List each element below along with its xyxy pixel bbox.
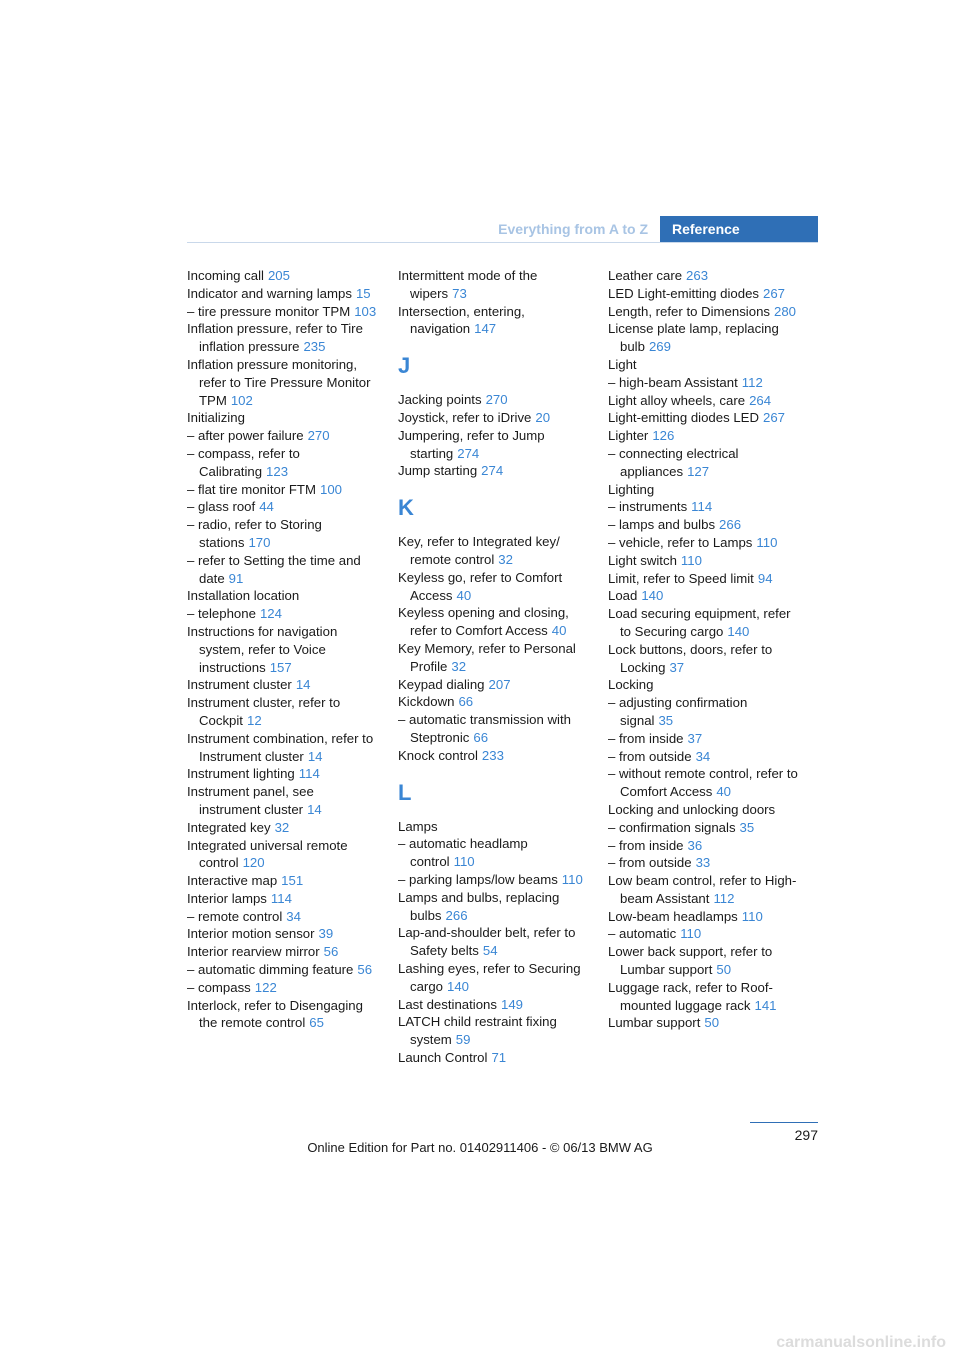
- page-link[interactable]: 123: [266, 463, 289, 479]
- page-link[interactable]: 103: [354, 303, 377, 319]
- page-number: 297: [794, 1127, 818, 1143]
- page-link[interactable]: 91: [228, 570, 244, 586]
- index-entry: [398, 747, 590, 765]
- index-entry: [398, 267, 590, 303]
- entry-text: Load securing equipment, refer to Securing cargo: [608, 606, 791, 639]
- index-entry: [608, 285, 800, 303]
- page-link[interactable]: 59: [455, 1032, 471, 1048]
- entry-text: Key Memory, refer to Personal Profile: [398, 640, 576, 674]
- page-link[interactable]: 14: [295, 677, 311, 693]
- index-entry: [608, 303, 800, 321]
- entry-text: Low beam control, refer to High-beam Assistant: [608, 873, 797, 906]
- index-entry: [398, 676, 590, 694]
- index-column-3: [608, 267, 800, 1032]
- entry-text: Integrated universal remote control: [187, 837, 348, 871]
- section-title: Everything from A to Z: [498, 221, 648, 237]
- page-link[interactable]: 127: [687, 463, 710, 479]
- entry-text: Kickdown: [398, 694, 455, 710]
- entry-text: – from inside: [608, 730, 684, 746]
- index-entry: [608, 587, 800, 605]
- index-entry: [608, 1014, 800, 1032]
- entry-text: – refer to Setting the time and date: [187, 552, 361, 586]
- page-link[interactable]: 15: [355, 285, 371, 301]
- entry-text: Intermittent mode of the wipers: [398, 268, 538, 301]
- entry-text: Lamps and bulbs, replacing bulbs: [398, 889, 560, 923]
- page-link[interactable]: 149: [500, 996, 523, 1012]
- page-link[interactable]: 66: [473, 729, 489, 745]
- index-entry: [608, 837, 800, 855]
- index-entry: [398, 889, 590, 925]
- entry-text: Instrument panel, see instrument cluster: [187, 784, 314, 817]
- page-link[interactable]: 114: [270, 890, 292, 906]
- page-link[interactable]: 32: [451, 658, 467, 674]
- entry-text: – connecting electrical appliances: [608, 445, 739, 479]
- page-link[interactable]: 205: [267, 268, 290, 283]
- page-link[interactable]: 110: [680, 926, 702, 942]
- section-letter: J: [398, 353, 411, 379]
- index-entry: [187, 872, 379, 890]
- index-entry: [187, 409, 379, 427]
- entry-text: Lock buttons, doors, refer to Locking: [608, 641, 773, 675]
- entry-text: – instruments: [608, 499, 688, 515]
- page-link[interactable]: 112: [741, 374, 763, 390]
- index-entry: [187, 890, 379, 908]
- entry-text: Light switch: [608, 552, 677, 568]
- index-entry: [398, 871, 590, 889]
- entry-text: Instructions for navigation system, refer to Voice instructions: [187, 623, 338, 675]
- index-entry: [187, 694, 379, 730]
- entry-text: Key, refer to Integrated key/ remote control: [398, 534, 560, 567]
- page-link[interactable]: 110: [756, 534, 778, 550]
- page-link[interactable]: 110: [680, 552, 702, 568]
- entry-text: – compass, refer to Calibrating: [187, 445, 300, 479]
- index-entry: [187, 552, 379, 588]
- page-link[interactable]: 33: [695, 855, 711, 871]
- entry-text: Jump starting: [398, 463, 478, 479]
- entry-text: Light alloy wheels, care: [608, 392, 746, 408]
- page-link[interactable]: 34: [695, 748, 711, 764]
- entry-text: Instrument cluster: [187, 677, 292, 693]
- entry-text: Initializing: [187, 410, 245, 426]
- entry-text: Interlock, refer to Disengaging the remote control: [187, 997, 363, 1031]
- entry-text: Lap-and-shoulder belt, refer to Safety belts: [398, 925, 576, 959]
- entry-text: – vehicle, refer to Lamps: [608, 534, 753, 550]
- page-link[interactable]: 170: [248, 534, 271, 550]
- page-link[interactable]: 110: [453, 854, 475, 870]
- entry-text: Joystick, refer to iDrive: [398, 409, 532, 425]
- entry-text: LED Light-emitting diodes: [608, 285, 760, 301]
- index-entry: [608, 320, 800, 356]
- index-entry: [187, 783, 379, 819]
- entry-text: – telephone: [187, 606, 256, 622]
- page-link[interactable]: 114: [691, 499, 713, 515]
- entry-text: Intersection, entering, navigation: [398, 303, 525, 337]
- entry-text: Incoming call: [187, 268, 264, 283]
- page-link[interactable]: 270: [485, 392, 508, 408]
- index-entry: [608, 694, 800, 730]
- entry-text: Lamps: [398, 818, 438, 834]
- index-entry: [187, 961, 379, 979]
- index-entry: [608, 409, 800, 427]
- entry-text: Locking: [608, 677, 654, 693]
- index-entry: [608, 267, 800, 285]
- footer-text: Online Edition for Part no. 01402911406 - © 06/13 BMW AG: [307, 1140, 653, 1155]
- index-entry: [398, 391, 590, 409]
- entry-text: Locking and unlocking doors: [608, 801, 776, 817]
- index-entry: [608, 819, 800, 837]
- entry-text: Length, refer to Dimensions: [608, 303, 770, 319]
- entry-text: Interactive map: [187, 873, 278, 889]
- index-entry: [608, 552, 800, 570]
- page-link[interactable]: 207: [488, 676, 511, 692]
- entry-text: Indicator and warning lamps: [187, 285, 352, 301]
- index-entry: [187, 676, 379, 694]
- entry-text: Knock control: [398, 747, 478, 763]
- index-entry: [608, 979, 800, 1015]
- entry-text: Keyless go, refer to Comfort Access: [398, 569, 563, 603]
- index-entry: [187, 979, 379, 997]
- entry-text: – compass: [187, 979, 251, 995]
- entry-text: Instrument cluster, refer to Cockpit: [187, 695, 341, 728]
- entry-text: License plate lamp, replacing bulb: [608, 321, 779, 355]
- page-link[interactable]: 20: [535, 409, 551, 425]
- entry-text: Jumpering, refer to Jump starting: [398, 427, 545, 461]
- index-entry: [187, 498, 379, 516]
- index-entry: [608, 498, 800, 516]
- page-link[interactable]: 124: [259, 606, 282, 622]
- entry-text: Lashing eyes, refer to Securing cargo: [398, 960, 581, 994]
- index-entry: [608, 676, 800, 694]
- index-entry: [187, 623, 379, 676]
- index-entry: [398, 960, 590, 996]
- index-entry: [608, 605, 800, 641]
- index-entry: [187, 320, 379, 356]
- entry-text: Interior lamps: [187, 890, 267, 906]
- page-link[interactable]: 147: [474, 321, 497, 337]
- page-link[interactable]: 263: [686, 268, 709, 283]
- entry-text: – glass roof: [187, 499, 256, 515]
- entry-text: – radio, refer to Storing stations: [187, 517, 322, 550]
- entry-text: – automatic headlamp control: [398, 836, 528, 870]
- index-column-1: [187, 267, 379, 1032]
- index-entry: [398, 569, 590, 605]
- page-link[interactable]: 140: [641, 588, 664, 604]
- page-link[interactable]: 122: [254, 979, 277, 995]
- index-entry: [398, 996, 590, 1014]
- index-entry: [608, 516, 800, 534]
- index-entry: [187, 516, 379, 552]
- page-link[interactable]: 140: [447, 978, 470, 994]
- page-link[interactable]: 35: [739, 819, 755, 835]
- page-link[interactable]: 66: [458, 694, 474, 710]
- entry-text: – from outside: [608, 855, 692, 871]
- page-link[interactable]: 37: [669, 659, 685, 675]
- entry-text: – automatic: [608, 926, 677, 942]
- entry-text: – lamps and bulbs: [608, 517, 716, 533]
- page-link[interactable]: 37: [687, 730, 703, 746]
- entry-text: Installation location: [187, 588, 300, 604]
- page-link[interactable]: 233: [481, 747, 504, 763]
- entry-text: Load: [608, 588, 638, 604]
- entry-text: – automatic transmission with Steptronic: [398, 712, 571, 745]
- entry-text: – from inside: [608, 837, 684, 853]
- entry-text: Low-beam headlamps: [608, 908, 738, 924]
- index-entry: [398, 640, 590, 676]
- index-entry: [398, 427, 590, 463]
- entry-text: – confirmation signals: [608, 819, 736, 835]
- index-entry: [608, 801, 800, 819]
- entry-text: – without remote control, refer to Comfort Access: [608, 766, 798, 800]
- page-link[interactable]: 40: [716, 784, 732, 800]
- index-entry: [608, 925, 800, 943]
- index-entry: [398, 462, 590, 480]
- page-link[interactable]: 267: [763, 285, 786, 301]
- index-entry: [187, 997, 379, 1033]
- page-link[interactable]: 54: [482, 943, 498, 959]
- page-link[interactable]: 264: [749, 392, 772, 408]
- entry-text: – flat tire monitor FTM: [187, 481, 316, 497]
- index-entry: [608, 765, 800, 801]
- page-link[interactable]: 110: [741, 908, 763, 924]
- entry-text: Keypad dialing: [398, 676, 485, 692]
- entry-text: – tire pressure monitor TPM: [187, 303, 351, 319]
- page-link[interactable]: 12: [246, 712, 262, 728]
- entry-text: Launch Control: [398, 1049, 488, 1065]
- page-link[interactable]: 100: [319, 481, 342, 497]
- index-entry: [608, 854, 800, 872]
- header-rule: [187, 242, 818, 243]
- index-entry: [398, 533, 590, 569]
- index-entry: [608, 570, 800, 588]
- index-entry: [398, 818, 590, 836]
- section-letter: K: [398, 495, 414, 521]
- entry-text: Last destinations: [398, 996, 497, 1012]
- index-entry: [398, 409, 590, 427]
- page-link[interactable]: 269: [648, 339, 671, 355]
- page-link[interactable]: 50: [716, 962, 732, 978]
- page-link[interactable]: 35: [658, 712, 674, 728]
- index-entry: [187, 819, 379, 837]
- index-entry: [187, 285, 379, 303]
- index-entry: [608, 392, 800, 410]
- reference-tab[interactable]: Reference: [660, 216, 818, 242]
- page-link[interactable]: 235: [303, 339, 326, 355]
- entry-text: – parking lamps/low beams: [398, 871, 558, 887]
- page-link[interactable]: 102: [230, 392, 253, 408]
- page-link[interactable]: 141: [754, 997, 777, 1013]
- page-link[interactable]: 40: [551, 623, 567, 639]
- index-entry: [608, 445, 800, 481]
- index-entry: [187, 730, 379, 766]
- index-entry: [187, 605, 379, 623]
- page-link[interactable]: 157: [269, 659, 292, 675]
- entry-text: Instrument combination, refer to Instrument cluster: [187, 730, 374, 764]
- page-link[interactable]: 266: [445, 907, 468, 923]
- entry-text: – adjusting confirmation signal: [608, 695, 748, 728]
- page-number-rule: [750, 1122, 818, 1123]
- entry-text: – from outside: [608, 748, 692, 764]
- page-link[interactable]: 56: [357, 962, 373, 978]
- index-entry: [398, 835, 590, 871]
- entry-text: Keyless opening and closing, refer to Comfort Access: [398, 605, 569, 639]
- page-link[interactable]: 151: [281, 873, 304, 889]
- entry-text: Jacking points: [398, 392, 482, 408]
- entry-text: Interior motion sensor: [187, 926, 315, 942]
- index-entry: [398, 693, 590, 711]
- index-entry: [187, 267, 379, 285]
- index-column-2: [398, 267, 590, 1067]
- watermark: carmanualsonline.info: [776, 1334, 946, 1351]
- entry-text: Instrument lighting: [187, 766, 295, 782]
- index-entry: [608, 374, 800, 392]
- entry-text: Light: [608, 356, 637, 372]
- index-entry: [187, 427, 379, 445]
- page-link[interactable]: 14: [307, 801, 322, 817]
- index-entry: [608, 748, 800, 766]
- page-link[interactable]: 140: [727, 623, 750, 639]
- page-link[interactable]: 73: [452, 285, 467, 301]
- page-link[interactable]: 274: [481, 463, 504, 479]
- page-link[interactable]: 266: [719, 517, 742, 533]
- page-link[interactable]: 112: [713, 890, 735, 906]
- section-letter: L: [398, 779, 412, 805]
- index-entry: [187, 587, 379, 605]
- page-link[interactable]: 50: [704, 1015, 720, 1031]
- page-link[interactable]: 40: [456, 587, 472, 603]
- entry-text: – after power failure: [187, 428, 304, 444]
- entry-text: Inflation pressure, refer to Tire inflation pressure: [187, 321, 363, 355]
- page-link[interactable]: 110: [561, 871, 583, 887]
- entry-text: – high-beam Assistant: [608, 374, 738, 390]
- page-link[interactable]: 34: [286, 908, 301, 924]
- index-entry: [608, 356, 800, 374]
- index-entry: [608, 534, 800, 552]
- entry-text: Interior rearview mirror: [187, 944, 320, 960]
- page-link[interactable]: 126: [652, 428, 675, 444]
- page-link[interactable]: 270: [307, 428, 330, 444]
- entry-text: Lower back support, refer to Lumbar support: [608, 944, 773, 978]
- index-entry: [187, 445, 379, 481]
- page-link[interactable]: 36: [687, 837, 703, 853]
- page-link[interactable]: 274: [457, 445, 480, 461]
- index-entry: [187, 356, 379, 409]
- index-entry: [398, 303, 590, 339]
- index-entry: [398, 711, 590, 747]
- index-entry: [187, 765, 379, 783]
- entry-text: Leather care: [608, 268, 683, 283]
- page-link[interactable]: 71: [491, 1049, 507, 1065]
- index-entry: [187, 943, 379, 961]
- entry-text: Lumbar support: [608, 1015, 701, 1031]
- entry-text: Lighter: [608, 428, 649, 444]
- page-link[interactable]: 114: [298, 766, 320, 782]
- index-entry: [187, 837, 379, 873]
- index-entry: [608, 481, 800, 499]
- index-entry: [187, 925, 379, 943]
- entry-text: Lighting: [608, 481, 655, 497]
- entry-text: – remote control: [187, 908, 283, 924]
- index-entry: [608, 730, 800, 748]
- index-entry: [398, 1013, 590, 1049]
- index-entry: [608, 943, 800, 979]
- page-link[interactable]: 44: [259, 499, 274, 515]
- page-link[interactable]: 14: [307, 748, 323, 764]
- entry-text: Luggage rack, refer to Roof-mounted luggage rack: [608, 979, 773, 1013]
- index-entry: [398, 604, 590, 640]
- entry-text: – automatic dimming feature: [187, 962, 354, 978]
- page-link[interactable]: 39: [318, 926, 334, 942]
- page-link[interactable]: 267: [763, 410, 786, 426]
- page-link[interactable]: 32: [274, 819, 290, 835]
- entry-text: Limit, refer to Speed limit: [608, 570, 754, 586]
- entry-text: Light-emitting diodes LED: [608, 410, 760, 426]
- page-link[interactable]: 65: [309, 1015, 324, 1031]
- index-entry: [187, 303, 379, 321]
- index-entry: [608, 427, 800, 445]
- entry-text: LATCH child restraint fixing system: [398, 1014, 557, 1048]
- page-link[interactable]: 280: [774, 303, 797, 319]
- page-link[interactable]: 94: [757, 570, 773, 586]
- index-entry: [187, 908, 379, 926]
- index-entry: [608, 908, 800, 926]
- index-entry: [608, 872, 800, 908]
- index-entry: [398, 1049, 590, 1067]
- page-link[interactable]: 56: [323, 944, 339, 960]
- index-entry: [187, 481, 379, 499]
- entry-text: Inflation pressure monitoring, refer to Tire Pressure Monitor TPM: [187, 356, 371, 408]
- page-link[interactable]: 32: [498, 551, 513, 567]
- index-entry: [398, 924, 590, 960]
- index-entry: [608, 641, 800, 677]
- page-link[interactable]: 120: [242, 855, 265, 871]
- entry-text: Integrated key: [187, 819, 271, 835]
